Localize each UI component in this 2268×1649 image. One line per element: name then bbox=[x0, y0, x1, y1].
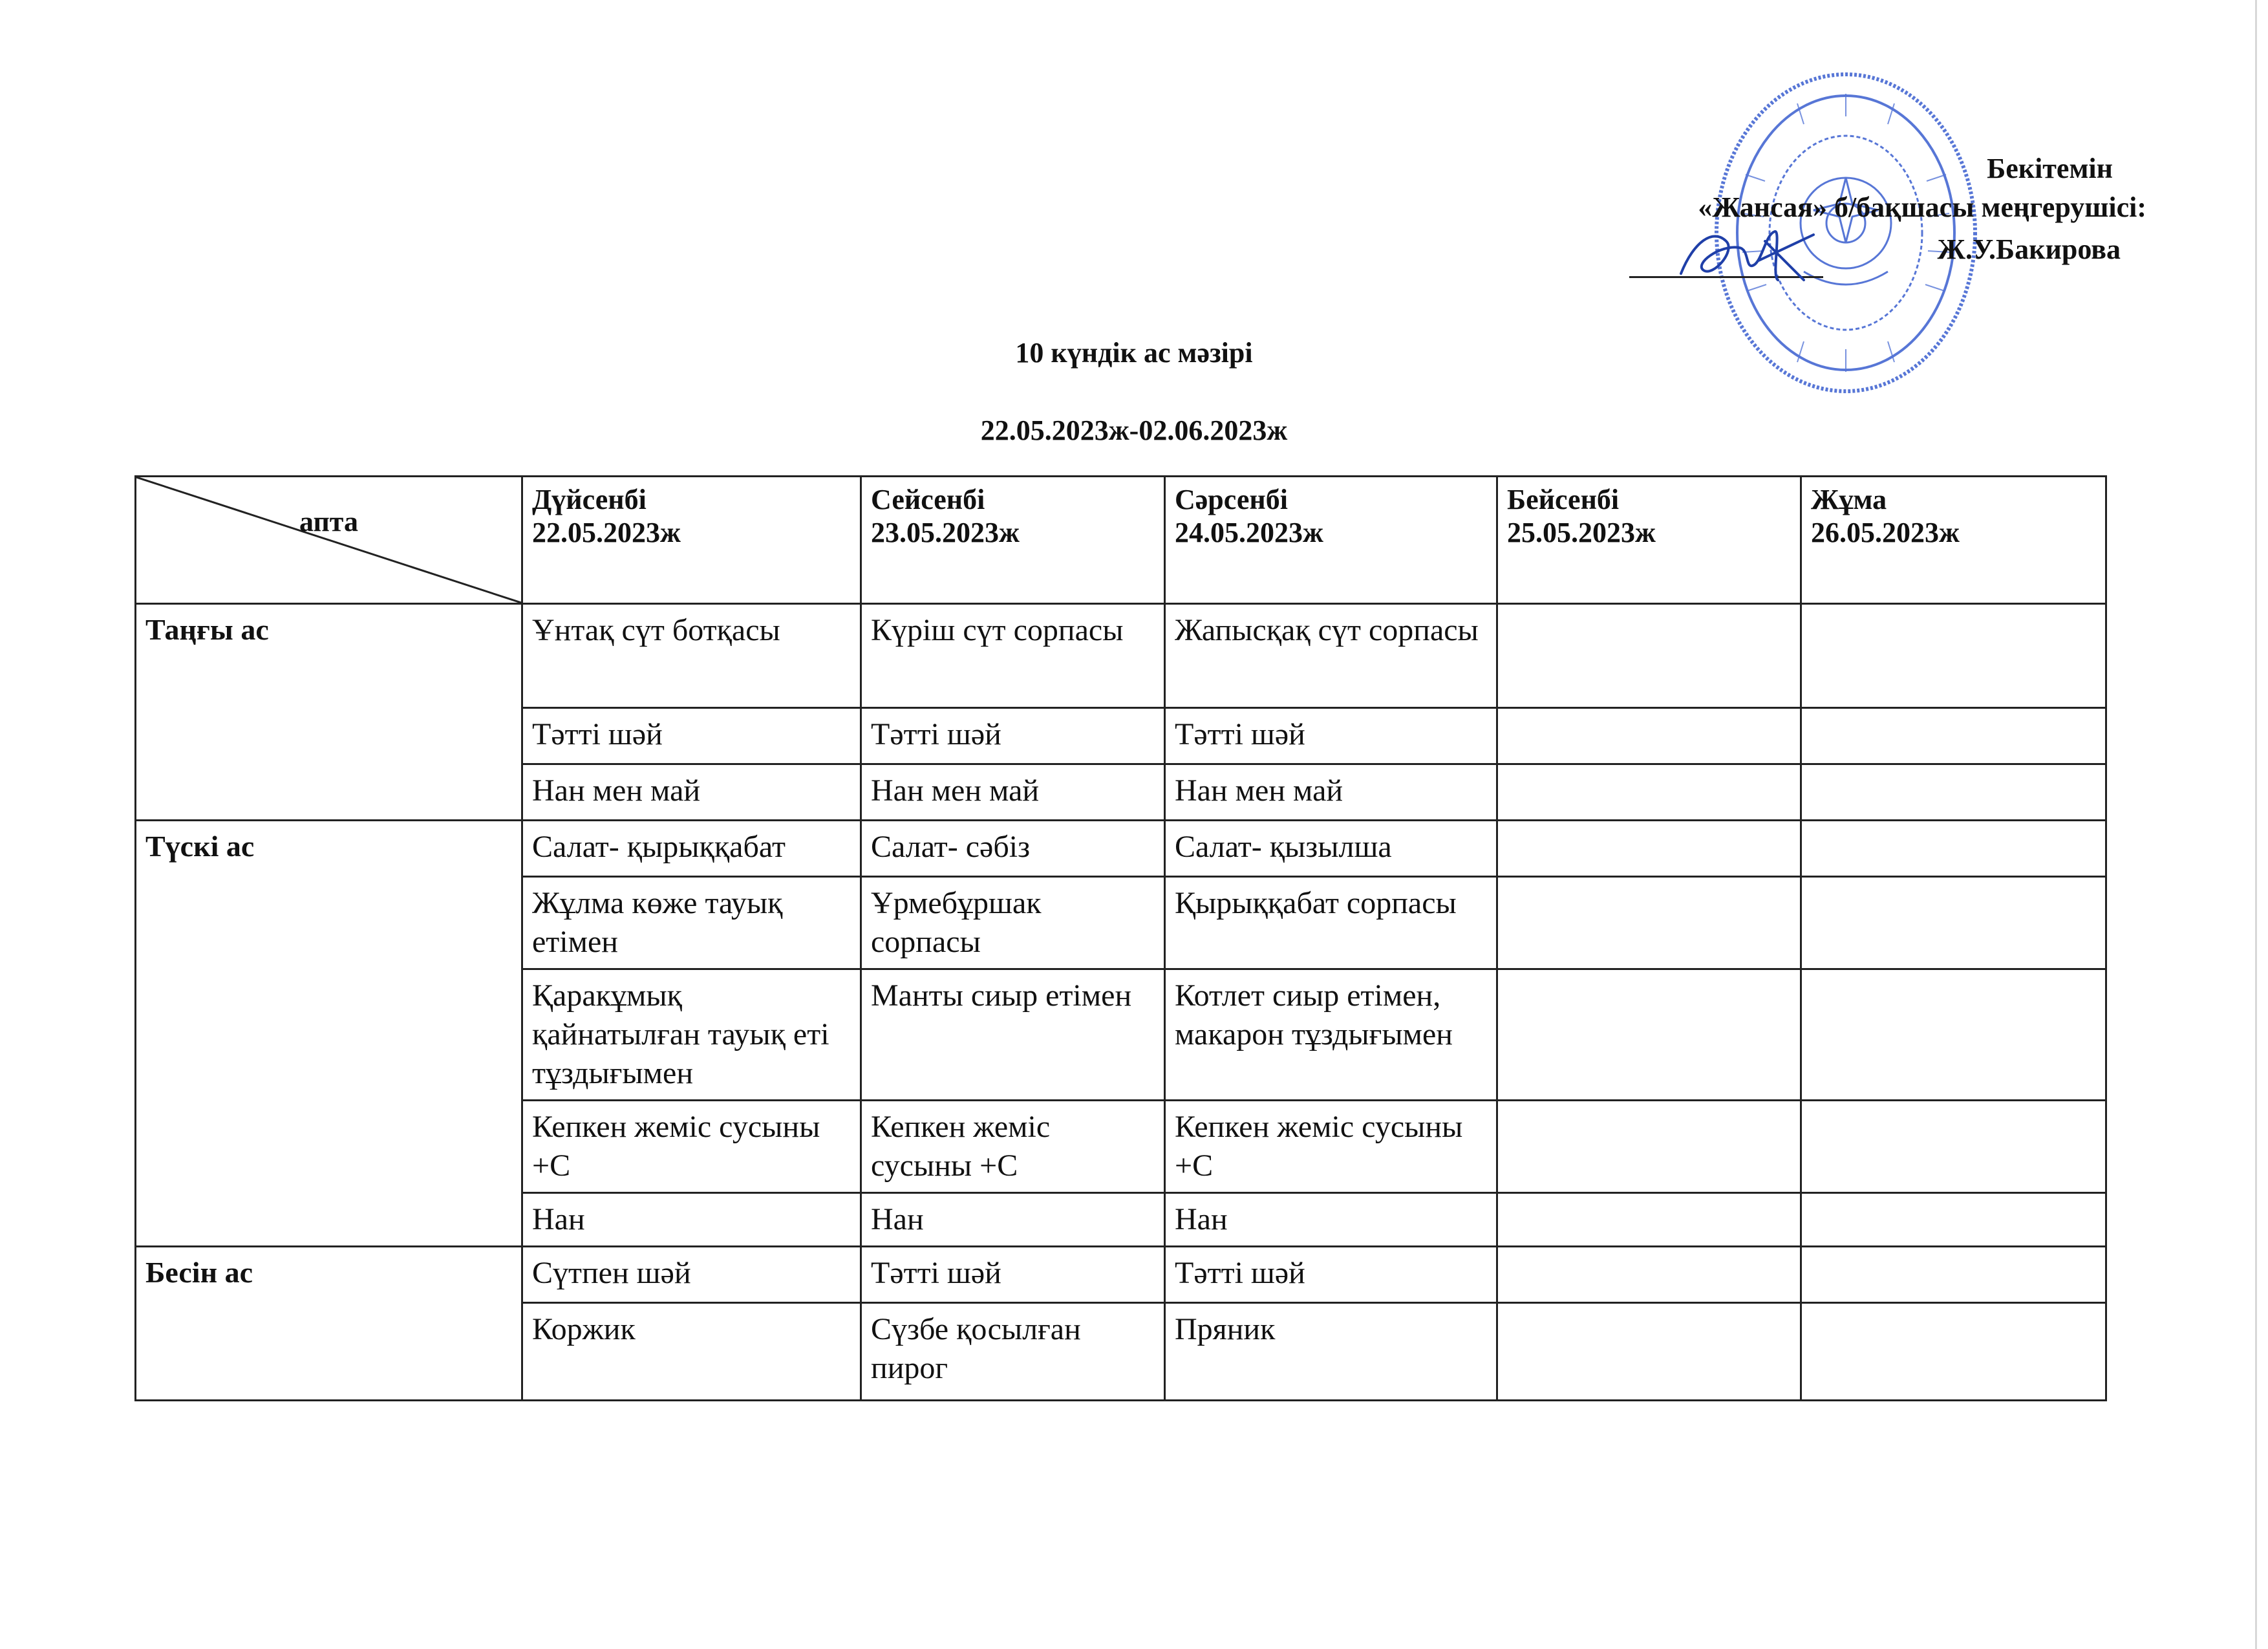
table-cell: Нан мен май bbox=[861, 764, 1165, 821]
table-cell: Кепкен жеміс сусыны +С bbox=[1165, 1101, 1497, 1193]
corner-cell bbox=[136, 477, 522, 604]
table-cell: Сүтпен шәй bbox=[522, 1247, 861, 1303]
day-date: 24.05.2023ж bbox=[1175, 516, 1323, 548]
day-name: Жұма bbox=[1811, 484, 1887, 515]
table-cell: Тәтті шәй bbox=[861, 708, 1165, 764]
approval-heading: Бекітемін bbox=[1987, 153, 2113, 184]
table-cell: Кепкен жеміс сусыны +С bbox=[522, 1101, 861, 1193]
table-cell: Сүзбе қосылған пирог bbox=[861, 1303, 1165, 1401]
table-cell: Тәтті шәй bbox=[522, 708, 861, 764]
table-cell: Ұрмебұршак сорпасы bbox=[861, 877, 1165, 969]
table-cell: Ұнтақ сүт ботқасы bbox=[522, 604, 861, 708]
diagonal-line bbox=[136, 477, 521, 603]
day-header bbox=[1801, 477, 2106, 604]
table-cell bbox=[1801, 764, 2106, 821]
table-cell bbox=[1497, 969, 1801, 1101]
day-date: 26.05.2023ж bbox=[1811, 516, 1960, 548]
corner-label: апта bbox=[299, 506, 358, 537]
table-cell: Қырыққабат сорпасы bbox=[1165, 877, 1497, 969]
day-name: Сейсенбі bbox=[871, 484, 985, 515]
table-cell: Жұлма көже тауық етімен bbox=[522, 877, 861, 969]
table-cell: Салат- қырыққабат bbox=[522, 821, 861, 877]
table-cell bbox=[1801, 1193, 2106, 1247]
menu-title: 10 күндік ас мәзірі bbox=[1015, 337, 1253, 369]
table-cell: Қаракұмық қайнатылған тауық еті тұздығымен bbox=[522, 969, 861, 1101]
day-name: Дүйсенбі bbox=[532, 484, 647, 515]
day-name: Бейсенбі bbox=[1507, 484, 1620, 515]
table-cell bbox=[1497, 1101, 1801, 1193]
table-row bbox=[136, 1247, 2106, 1303]
table-cell: Салат- сәбіз bbox=[861, 821, 1165, 877]
table-cell: Кепкен жеміс сусыны +С bbox=[861, 1101, 1165, 1193]
table-row bbox=[136, 604, 2106, 708]
table-cell bbox=[1497, 1193, 1801, 1247]
menu-table bbox=[134, 475, 2107, 1401]
table-cell: Нан мен май bbox=[1165, 764, 1497, 821]
table-cell: Нан мен май bbox=[522, 764, 861, 821]
day-header bbox=[1165, 477, 1497, 604]
page-edge bbox=[2255, 0, 2257, 1649]
table-cell bbox=[1801, 1101, 2106, 1193]
table-header-row bbox=[136, 477, 2106, 604]
day-header bbox=[861, 477, 1165, 604]
table-cell: Нан bbox=[1165, 1193, 1497, 1247]
table-cell: Тәтті шәй bbox=[1165, 1247, 1497, 1303]
table-cell bbox=[1497, 1247, 1801, 1303]
table-cell: Салат- қызылша bbox=[1165, 821, 1497, 877]
table-cell bbox=[1801, 1247, 2106, 1303]
table-cell bbox=[1801, 604, 2106, 708]
day-header bbox=[522, 477, 861, 604]
day-date: 23.05.2023ж bbox=[871, 516, 1020, 548]
table-cell: Нан bbox=[861, 1193, 1165, 1247]
table-cell bbox=[1497, 764, 1801, 821]
table-cell: Коржик bbox=[522, 1303, 861, 1401]
day-name: Сәрсенбі bbox=[1175, 484, 1288, 515]
table-cell: Күріш сүт сорпасы bbox=[861, 604, 1165, 708]
table-cell: Пряник bbox=[1165, 1303, 1497, 1401]
table-cell bbox=[1497, 604, 1801, 708]
table-cell bbox=[1801, 877, 2106, 969]
day-date: 25.05.2023ж bbox=[1507, 516, 1656, 548]
approval-position: «Жансая» б/бақшасы меңгерушісі: bbox=[1698, 191, 2146, 223]
table-cell bbox=[1801, 708, 2106, 764]
day-header bbox=[1497, 477, 1801, 604]
table-cell bbox=[1801, 821, 2106, 877]
table-cell: Тәтті шәй bbox=[1165, 708, 1497, 764]
table-cell bbox=[1497, 1303, 1801, 1401]
meal-name: Түскі ас bbox=[136, 821, 522, 1247]
table-cell bbox=[1497, 877, 1801, 969]
table-cell: Манты сиыр етімен bbox=[861, 969, 1165, 1101]
table-cell bbox=[1497, 708, 1801, 764]
approval-name: Ж.У.Бакирова bbox=[1937, 233, 2121, 265]
table-cell bbox=[1801, 969, 2106, 1101]
table-cell: Котлет сиыр етімен, макарон тұздығымен bbox=[1165, 969, 1497, 1101]
signature bbox=[1674, 215, 1823, 293]
meal-name: Таңғы ас bbox=[136, 604, 522, 821]
approval-block bbox=[1474, 139, 2146, 294]
day-date: 22.05.2023ж bbox=[532, 516, 681, 548]
table-row bbox=[136, 821, 2106, 877]
table-cell: Тәтті шәй bbox=[861, 1247, 1165, 1303]
table-cell bbox=[1801, 1303, 2106, 1401]
table-cell: Нан bbox=[522, 1193, 861, 1247]
table-cell: Жапысқақ сүт сорпасы bbox=[1165, 604, 1497, 708]
menu-period: 22.05.2023ж-02.06.2023ж bbox=[980, 415, 1288, 446]
table-cell bbox=[1497, 821, 1801, 877]
meal-name: Бесін ас bbox=[136, 1247, 522, 1401]
